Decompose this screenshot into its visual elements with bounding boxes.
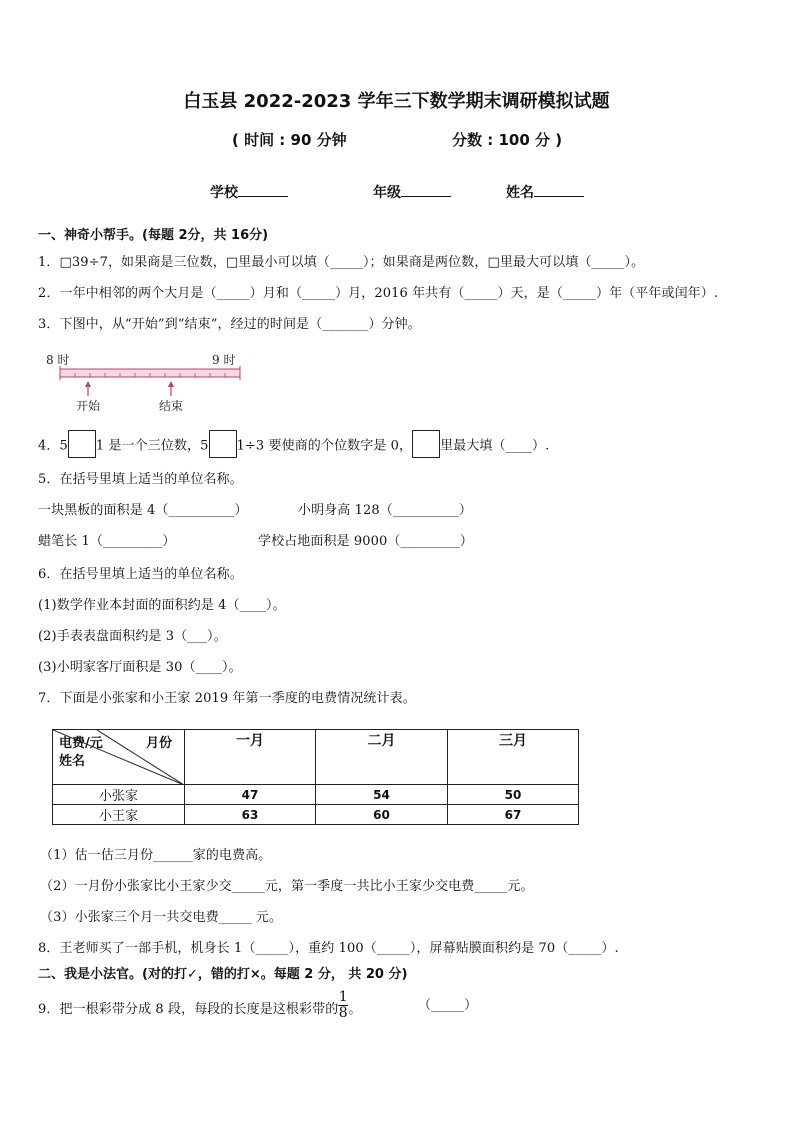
q5-height: 小明身高 128（__________） [298, 503, 472, 518]
school-field [210, 182, 288, 202]
q9-answer-blank[interactable]: （_____） [418, 998, 478, 1013]
fraction-one-eighth [338, 990, 348, 1021]
question-6: 6．在括号里填上适当的单位名称。 [38, 567, 243, 582]
corner-label-month: 月份 [146, 736, 173, 751]
question-4 [38, 432, 549, 460]
question-1: 1．□39÷7，如果商是三位数，□里最小可以填（_____）；如果商是两位数，□里最大可以填（_____）。 [38, 255, 645, 270]
q5-crayon: 蜡笔长 1（_________） [38, 534, 176, 549]
grade-blank[interactable] [401, 182, 451, 197]
question-8: 8．王老师买了一部手机，机身长 1（_____），重约 100（_____），屏幕贴膜面积约是 70（_____）. [38, 941, 619, 956]
timeline-start-label: 开始 [76, 399, 101, 413]
section1-heading: 一、神奇小帮手。(每题 2分，共 16分) [38, 228, 269, 243]
table-cell: 54 [316, 785, 448, 805]
question-9 [38, 989, 362, 1025]
name-label: 姓名 [506, 185, 534, 201]
column-header: 三月 [448, 730, 579, 785]
school-label: 学校 [210, 185, 238, 201]
table-row [53, 805, 579, 825]
q9-tail: 。 [348, 1002, 362, 1017]
timeline-left-label: 8 时 [46, 353, 70, 367]
q4-suffix: 里最大填（____）. [440, 438, 550, 454]
timeline-right-label: 9 时 [212, 353, 236, 367]
corner-label-name: 姓名 [59, 754, 86, 769]
exam-time: ( 时间 : 90 分钟 [232, 131, 347, 149]
row-name: 小王家 [53, 805, 185, 825]
q4-mid2: 1÷3 要使商的个位数字是 0， [236, 438, 413, 454]
q7-sub-3: （3）小张家三个月一共交电费_____ 元。 [40, 910, 283, 925]
exam-score: 分数 : 100 分 ) [452, 131, 563, 149]
table-row [53, 785, 579, 805]
q4-digit-box-2[interactable] [209, 430, 237, 458]
question-2: 2．一年中相邻的两个大月是（_____）月和（_____）月，2016 年共有（_____）天，是（_____）年（平年或闰年）. [38, 286, 719, 301]
question-7: 7．下面是小张家和小王家 2019 年第一季度的电费情况统计表。 [38, 691, 416, 706]
q6-item-1: (1)数学作业本封面的面积约是 4（____）。 [38, 598, 286, 613]
grade-field [373, 182, 451, 202]
table-cell: 63 [185, 805, 316, 825]
question-5: 5．在括号里填上适当的单位名称。 [38, 472, 243, 487]
fraction-numerator: 1 [338, 989, 348, 1005]
q4-prefix: 4．5 [38, 438, 68, 454]
row-name: 小张家 [53, 785, 185, 805]
column-header: 一月 [185, 730, 316, 785]
timeline-figure [40, 348, 250, 416]
q6-item-3: (3)小明家客厅面积是 30（____）。 [38, 660, 242, 675]
column-header: 二月 [316, 730, 448, 785]
table-cell: 50 [448, 785, 579, 805]
timeline-end-label: 结束 [159, 399, 184, 413]
q4-digit-box-1[interactable] [68, 430, 96, 458]
corner-label-fee: 电费/元 [59, 736, 103, 751]
q9-text: 9．把一根彩带分成 8 段，每段的长度是这根彩带的 [38, 1002, 339, 1017]
q6-item-2: (2)手表表盘面积约是 3（___）。 [38, 629, 227, 644]
q5-blackboard: 一块黑板的面积是 4（__________） [38, 503, 248, 518]
fraction-denominator: 8 [338, 1005, 348, 1021]
table-cell: 47 [185, 785, 316, 805]
exam-title: 白玉县 2022-2023 学年三下数学期末调研模拟试题 [183, 91, 610, 112]
q7-sub-1: （1）估一估三月份______家的电费高。 [40, 848, 272, 863]
name-field [506, 182, 584, 202]
name-blank[interactable] [534, 182, 584, 197]
question-3: 3．下图中，从“开始”到“结束”，经过的时间是（_______）分钟。 [38, 317, 421, 332]
q5-school-area: 学校占地面积是 9000（_________） [258, 534, 474, 549]
table-cell: 60 [316, 805, 448, 825]
electricity-table [52, 729, 579, 825]
q4-mid1: 1 是一个三位数，5 [95, 438, 209, 454]
q4-digit-box-3[interactable] [412, 430, 440, 458]
table-cell: 67 [448, 805, 579, 825]
section2-heading: 二、我是小法官。(对的打✓，错的打×。每题 2 分， 共 20 分) [38, 967, 408, 982]
grade-label: 年级 [373, 185, 401, 201]
q7-sub-2: （2）一月份小张家比小王家少交_____元，第一季度一共比小王家少交电费_____元。 [40, 879, 534, 894]
school-blank[interactable] [238, 182, 288, 197]
table-corner-cell [53, 730, 185, 785]
